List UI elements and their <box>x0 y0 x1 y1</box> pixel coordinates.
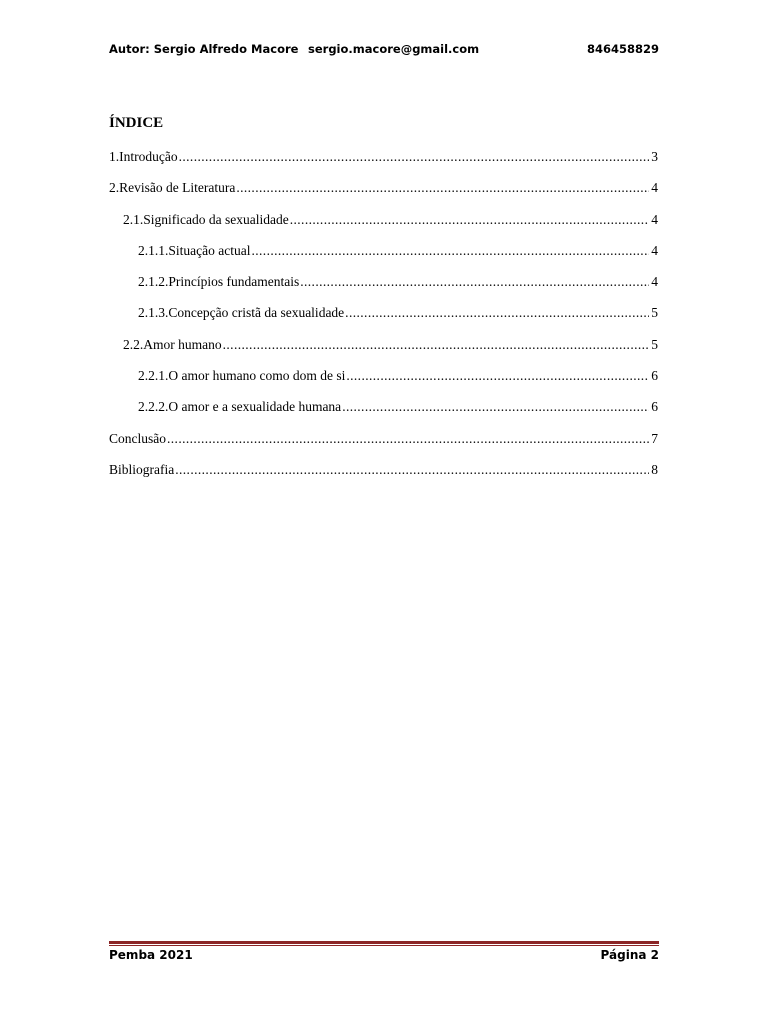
toc-entry-label: 2.2.Amor humano <box>123 336 222 352</box>
toc-leader-dots <box>345 302 649 324</box>
toc-entry-page: 8 <box>651 461 658 477</box>
toc-leader-dots <box>300 271 649 293</box>
toc-leader-dots <box>167 428 649 450</box>
toc-entry-situacao-actual[interactable] <box>109 240 658 271</box>
toc-entry-label: 2.Revisão de Literatura <box>109 180 236 196</box>
footer-divider-thick <box>109 941 659 944</box>
toc-entry-label: 2.1.2.Princípios fundamentais <box>138 274 300 290</box>
table-of-contents <box>109 146 658 490</box>
header-email: sergio.macore@gmail.com <box>308 42 480 56</box>
toc-entry-label: 2.2.1.O amor humano como dom de si <box>138 368 346 384</box>
toc-leader-dots <box>346 365 649 387</box>
toc-entry-page: 5 <box>651 336 658 352</box>
footer-divider <box>109 941 659 946</box>
toc-entry-label: 2.1.1.Situação actual <box>138 242 251 258</box>
toc-leader-dots <box>342 396 649 418</box>
toc-entry-page: 4 <box>651 180 658 196</box>
toc-entry-significado-sexualidade[interactable] <box>109 209 658 240</box>
toc-entry-amor-dom-de-si[interactable] <box>109 365 658 396</box>
toc-entry-page: 7 <box>651 430 658 446</box>
toc-entry-page: 6 <box>651 399 658 415</box>
toc-entry-amor-humano[interactable] <box>109 334 658 365</box>
toc-entry-page: 4 <box>651 274 658 290</box>
toc-entry-label: 2.1.3.Concepção cristã da sexualidade <box>138 305 345 321</box>
footer-location-year: Pemba 2021 <box>109 948 193 962</box>
toc-entry-conclusao[interactable] <box>109 428 658 459</box>
toc-entry-label: 2.2.2.O amor e a sexualidade humana <box>138 399 342 415</box>
header-phone: 846458829 <box>586 42 659 56</box>
toc-entry-label: Bibliografia <box>109 461 175 477</box>
toc-entry-page: 6 <box>651 368 658 384</box>
page-header <box>109 42 659 60</box>
toc-entry-concepcao-crista[interactable] <box>109 302 658 333</box>
toc-entry-page: 4 <box>651 211 658 227</box>
toc-entry-amor-sexualidade-humana[interactable] <box>109 396 658 427</box>
toc-entry-label: Conclusão <box>109 430 166 446</box>
footer-page-number: Página 2 <box>600 948 659 962</box>
toc-entry-bibliografia[interactable] <box>109 459 658 490</box>
toc-entry-page: 5 <box>651 305 658 321</box>
toc-leader-dots <box>179 146 650 168</box>
toc-leader-dots <box>251 240 649 262</box>
toc-title: ÍNDICE <box>109 115 164 131</box>
toc-leader-dots <box>223 334 650 356</box>
toc-entry-page: 3 <box>651 149 658 164</box>
toc-entry-label: 2.1.Significado da sexualidade <box>123 211 289 227</box>
toc-entry-page: 4 <box>651 242 658 258</box>
toc-entry-revisao-literatura[interactable] <box>109 177 658 208</box>
toc-entry-label: 1.Introdução <box>109 149 178 164</box>
toc-leader-dots <box>175 459 649 481</box>
footer-divider-thin <box>109 945 659 946</box>
toc-leader-dots <box>236 177 649 199</box>
page-footer <box>109 948 659 966</box>
header-author: Autor: Sergio Alfredo Macore <box>109 42 299 56</box>
toc-leader-dots <box>290 209 650 231</box>
toc-entry-principios-fundamentais[interactable] <box>109 271 658 302</box>
toc-entry-introducao[interactable] <box>109 146 658 177</box>
